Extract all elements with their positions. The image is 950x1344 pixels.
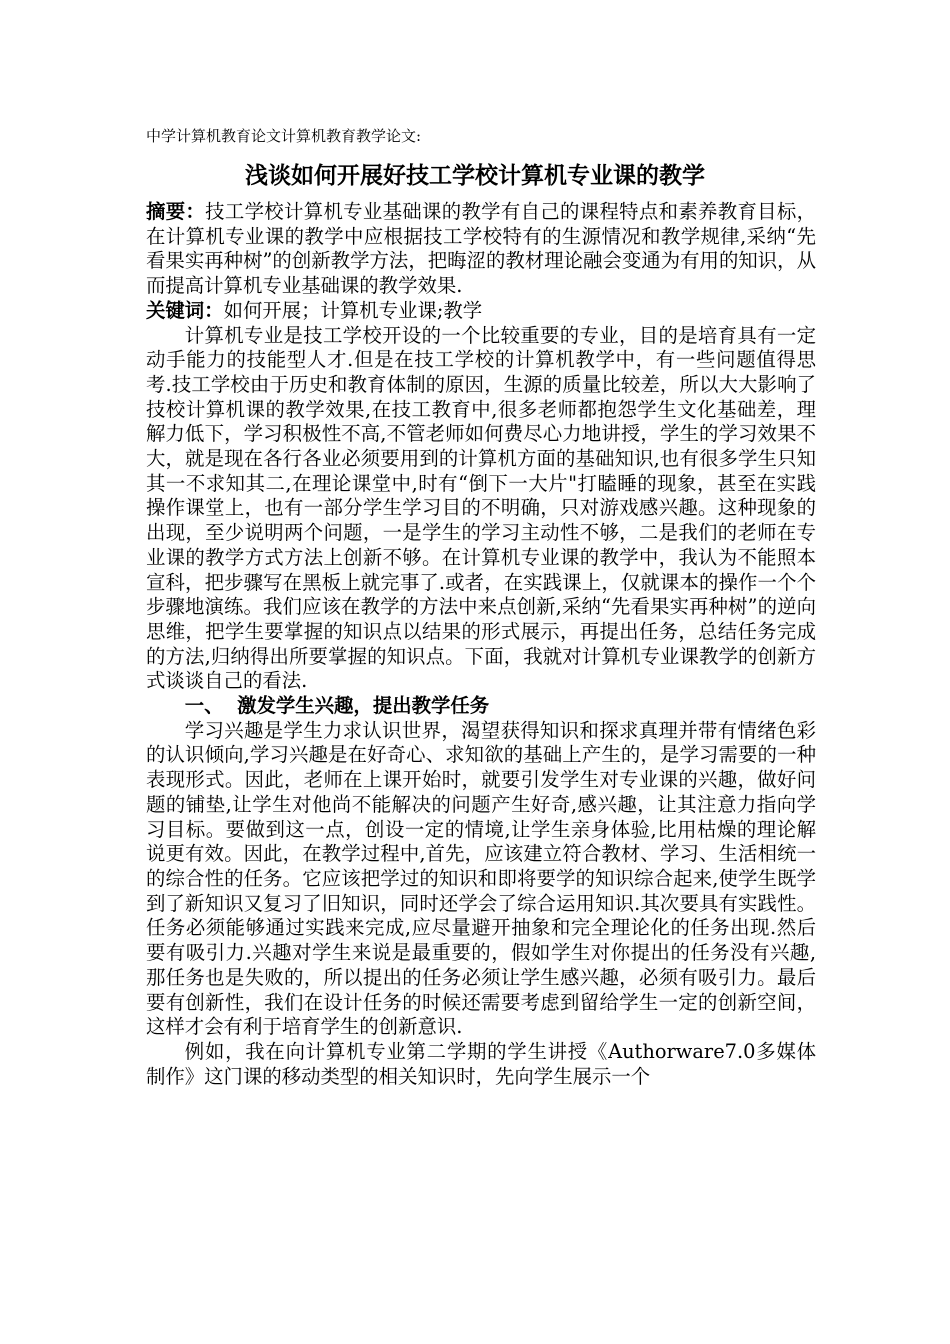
document-body <box>146 200 816 1089</box>
abstract-paragraph <box>146 200 816 299</box>
section1-paragraph: 学习兴趣是学生力求认识世界，渴望获得知识和探求真理并带有情绪色彩的认识倾向,学习兴趣是在好奇心、求知欲的基础上产生的，是学习需要的一种表现形式。因此，老师在上课开始时，就要引发学生对专业课的兴趣，做好问题的铺垫,让学生对他尚不能解决的问题产生好奇,感兴趣，让其注意力指向学习目标。要做到这一点，创设一定的情境,让学生亲身体验,比用枯燥的理论解说更有效。因此，在教学过程中,首先，应该建立符合教材、学习、生活相统一的综合性的任务。它应该把学过的知识和即将要学的知识综合起来,使学生既学到了新知识又复习了旧知识，同时还学会了综合运用知识.其次要具有实践性。任务必须能够通过实践来完成,应尽量避开抽象和完全理论化的任务出现.然后要有吸引力.兴趣对学生来说是最重要的，假如学生对你提出的任务没有兴趣,那任务也是失败的，所以提出的任务必须让学生感兴趣，必须有吸引力。最后要有创新性，我们在设计任务的时候还需要考虑到留给学生一定的创新空间，这样才会有利于培育学生的创新意识. <box>146 718 816 1039</box>
abstract-text: 技工学校计算机专业基础课的教学有自己的课程特点和素养教育目标，在计算机专业课的教学中应根据技工学校特有的生源情况和教学规律,采纳“先看果实再种树”的创新教学方法，把晦涩的教材理论融会变通为有用的知识，从而提高计算机专业基础课的教学效果. <box>146 200 817 298</box>
abstract-label: 摘要： <box>146 200 206 223</box>
example-paragraph: 例如，我在向计算机专业第二学期的学生讲授《Authorware7.0多媒体制作》这门课的移动类型的相关知识时，先向学生展示一个 <box>146 1039 816 1088</box>
source-line: 中学计算机教育论文计算机教育教学论文: <box>146 127 422 145</box>
section-heading: 一、 激发学生兴趣，提出教学任务 <box>184 694 490 718</box>
keywords-paragraph <box>146 299 816 324</box>
page-title: 浅谈如何开展好技工学校计算机专业课的教学 <box>245 162 705 189</box>
keywords-text: 如何开展；计算机专业课;教学 <box>223 298 483 322</box>
keywords-label: 关键词： <box>146 298 224 322</box>
intro-paragraph: 计算机专业是技工学校开设的一个比较重要的专业，目的是培育具有一定动手能力的技能型人才.但是在技工学校的计算机教学中，有一些问题值得思考.技工学校由于历史和教育体制的原因，生源的质量比较差，所以大大影响了技校计算机课的教学效果,在技工教育中,很多老师都抱怨学生文化基础差，理解力低下，学习积极性不高,不管老师如何费尽心力地讲授，学生的学习效果不大，就是现在各行各业必须要用到的计算机方面的基础知识,也有很多学生只知其一不求知其二,在理论课堂中,时有“倒下一大片"打瞌睡的现象，甚至在实践操作课堂上，也有一部分学生学习目的不明确，只对游戏感兴趣。这种现象的出现，至少说明两个问题，一是学生的学习主动性不够，二是我们的老师在专业课的教学方式方法上创新不够。在计算机专业课的教学中，我认为不能照本宣科，把步骤写在黑板上就完事了.或者，在实践课上，仅就课本的操作一个个步骤地演练。我们应该在教学的方法中来点创新,采纳“先看果实再种树”的逆向思维，把学生要掌握的知识点以结果的形式展示，再提出任务，总结任务完成的方法,归纳得出所要掌握的知识点。下面，我就对计算机专业课教学的创新方式谈谈自己的看法. <box>146 323 816 693</box>
